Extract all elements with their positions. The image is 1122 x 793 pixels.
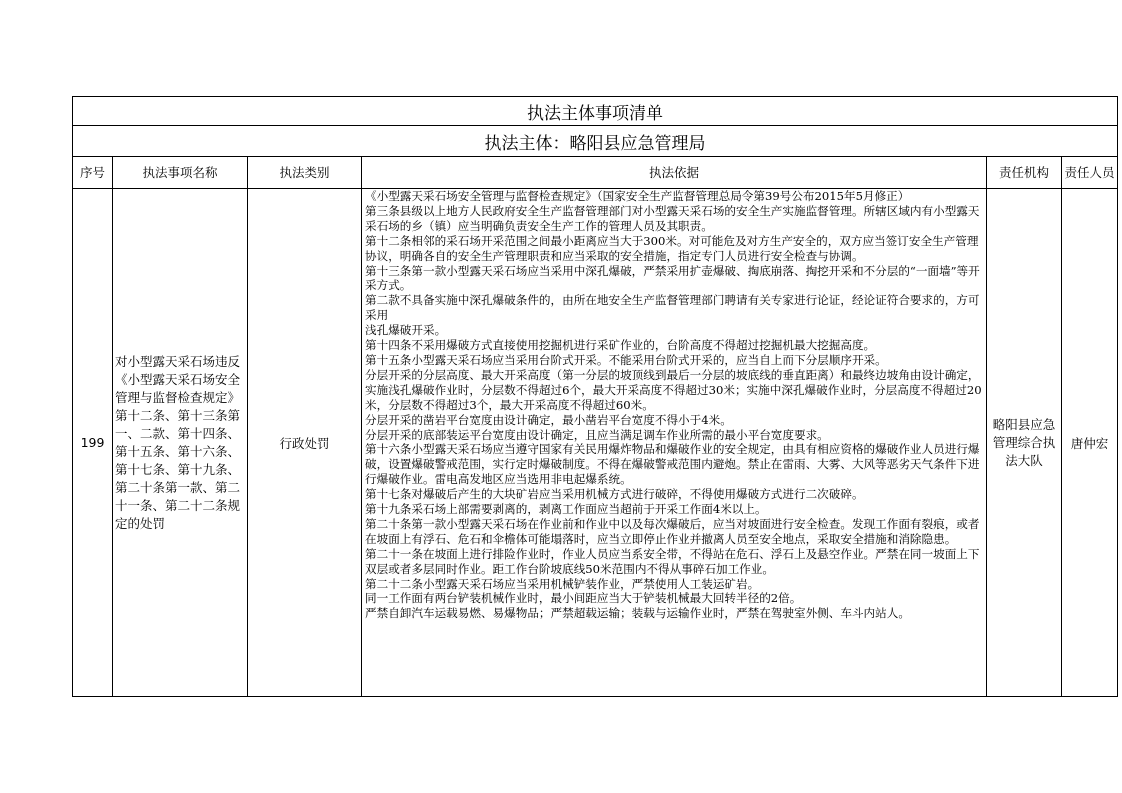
cell-legal-basis	[362, 189, 987, 697]
legal-basis-paragraph: 同一工作面有两台铲装机械作业时，最小间距应当大于铲装机械最大回转半径的2倍。	[365, 591, 802, 606]
enforcement-list-sheet	[72, 96, 1115, 697]
legal-basis-paragraph: 浅孔爆破开采。	[365, 323, 447, 338]
legal-basis-paragraph: 严禁自卸汽车运载易燃、易爆物品；严禁超载运输；装载与运输作业时，严禁在驾驶室外侧、车斗内站人。	[365, 606, 910, 621]
cell-seq: 199	[73, 189, 113, 697]
legal-basis-paragraph: 分层开采的分层高度、最大开采高度（第一分层的坡顶线到最后一分层的坡底线的垂直距离）和最终边坡角由设计确定，实施浅孔爆破作业时，分层数不得超过6个，最大开采高度不得超过30米；实施中深孔爆破作业时，分层高度不得超过20米，分层数不得超过3个，最大开采高度不得超过60米。	[365, 367, 982, 412]
legal-basis-paragraph: 分层开采的凿岩平台宽度由设计确定，最小凿岩平台宽度不得小于4米。	[365, 412, 732, 427]
legal-basis-paragraph: 第十三条第一款小型露天采石场应当采用中深孔爆破，严禁采用扩壶爆破、掏底崩落、掏挖开采和不分层的“一面墙”等开采方式。	[365, 263, 980, 293]
legal-basis-paragraph: 第二十一条在坡面上进行排险作业时，作业人员应当系安全带，不得站在危石、浮石上及悬空作业。严禁在同一坡面上下双层或者多层同时作业。距工作台阶坡底线50米范围内不得从事碎石加工作业。	[365, 546, 980, 576]
table-row	[73, 189, 1118, 697]
legal-basis-paragraph: 第十二条相邻的采石场开采范围之间最小距离应当大于300米。对可能危及对方生产安全的，双方应当签订安全生产管理协议，明确各自的安全生产管理职责和应当采取的安全措施，指定专门人员进行安全检查与协调。	[365, 233, 979, 263]
sheet-title: 执法主体事项清单	[73, 97, 1118, 126]
header-item-name: 执法事项名称	[113, 157, 248, 189]
legal-basis-paragraph: 第十五条小型露天采石场应当采用台阶式开采。不能采用台阶式开采的，应当自上而下分层顺序开采。	[365, 352, 887, 367]
header-category: 执法类别	[248, 157, 362, 189]
cell-responsible-org: 略阳县应急管理综合执法大队	[987, 189, 1062, 697]
legal-basis-paragraph: 第二十二条小型露天采石场应当采用机械铲装作业，严禁使用人工装运矿岩。	[365, 576, 760, 591]
header-responsible-person: 责任人员	[1062, 157, 1118, 189]
legal-basis-paragraph: 分层开采的底部装运平台宽度由设计确定，且应当满足调车作业所需的最小平台宽度要求。	[365, 427, 829, 442]
legal-basis-paragraph: 第三条县级以上地方人民政府安全生产监督管理部门对小型露天采石场的安全生产实施监督管理。所辖区域内有小型露天采石场的乡（镇）应当明确负责安全生产工作的管理人员及其职责。	[365, 203, 980, 233]
legal-basis-paragraph: 第十九条采石场上部需要剥离的，剥离工作面应当超前于开采工作面4米以上。	[365, 502, 767, 517]
cell-category: 行政处罚	[248, 189, 362, 697]
cell-item-name: 对小型露天采石场违反《小型露天采石场安全管理与监督检查规定》第十二条、第十三条第一、二款、第十四条、第十五条、第十六条、第十七条、第十九条、第二十条第一款、第二十一条、第二十二条规定的处罚	[113, 189, 248, 697]
legal-basis-paragraph: 《小型露天采石场安全管理与监督检查规定》（国家安全生产监督管理总局令第39号公布2015年5月修正）	[365, 189, 910, 203]
enforcement-subject: 执法主体：略阳县应急管理局	[73, 126, 1118, 157]
legal-basis-paragraph: 第十六条小型露天采石场应当遵守国家有关民用爆炸物品和爆破作业的安全规定，由具有相应资格的爆破作业人员进行爆破，设置爆破警戒范围，实行定时爆破制度。不得在爆破警戒范围内避炮。禁止在雷雨、大雾、大风等恶劣天气条件下进行爆破作业。雷电高发地区应当选用非电起爆系统。	[365, 442, 980, 487]
header-legal-basis: 执法依据	[362, 157, 987, 189]
legal-basis-paragraph: 第二十条第一款小型露天采石场在作业前和作业中以及每次爆破后，应当对坡面进行安全检查。发现工作面有裂痕，或者在坡面上有浮石、危石和伞檐体可能塌落时，应当立即停止作业并撤离人员至安全地点，采取安全措施和消除隐患。	[365, 516, 980, 546]
header-responsible-org: 责任机构	[987, 157, 1062, 189]
legal-basis-text	[362, 189, 986, 696]
legal-basis-paragraph: 第十七条对爆破后产生的大块矿岩应当采用机械方式进行破碎，不得使用爆破方式进行二次破碎。	[365, 487, 864, 502]
header-seq: 序号	[73, 157, 113, 189]
legal-basis-paragraph: 第二款不具备实施中深孔爆破条件的，由所在地安全生产监督管理部门聘请有关专家进行论证，经论证符合要求的，方可采用	[365, 293, 980, 323]
cell-responsible-person: 唐仲宏	[1062, 189, 1118, 697]
legal-basis-paragraph: 第十四条不采用爆破方式直接使用挖掘机进行采矿作业的，台阶高度不得超过挖掘机最大挖掘高度。	[365, 338, 876, 353]
enforcement-table	[72, 96, 1118, 697]
